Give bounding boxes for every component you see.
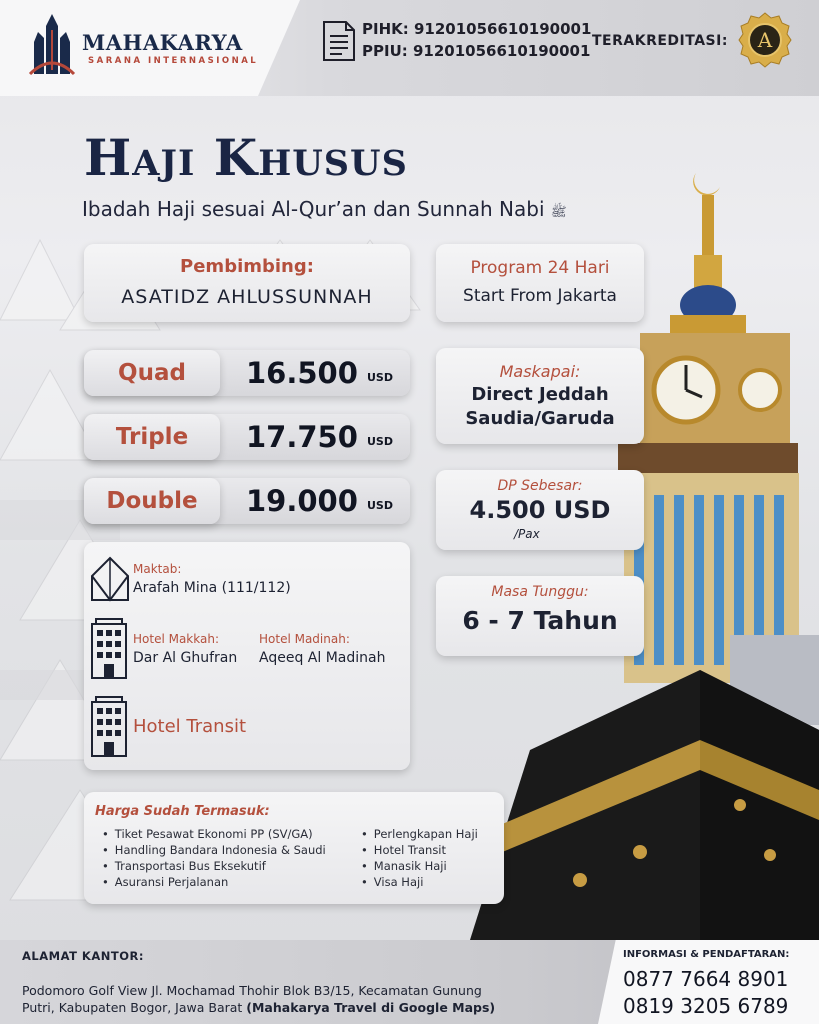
- program-card: [436, 244, 644, 322]
- price-amount: 19.000: [246, 484, 358, 518]
- price-amount: 17.750: [246, 420, 358, 454]
- hotel-building-icon: [90, 618, 128, 680]
- page-title: Haji Khusus: [84, 128, 408, 187]
- brand-subtitle: SARANA INTERNASIONAL: [88, 56, 259, 66]
- address-label: ALAMAT KANTOR:: [22, 949, 144, 963]
- ppiu-number: PPIU: 91201056610190001: [362, 42, 591, 60]
- waiting-label: Masa Tunggu:: [491, 584, 589, 600]
- subtitle-text: Ibadah Haji sesuai Al-Qur’an dan Sunnah Nabi: [82, 197, 545, 221]
- list-item: • Handling Bandara Indonesia & Saudi: [102, 842, 326, 858]
- kaaba-illustration: [470, 630, 819, 940]
- program-duration: Program 24 Hari: [470, 258, 610, 278]
- maktab-label: Maktab:: [133, 562, 182, 576]
- price-room-card: [84, 478, 220, 524]
- price-amount: 16.500: [246, 356, 358, 390]
- hotel-madinah-label: Hotel Madinah:: [259, 632, 350, 646]
- phone-number-2[interactable]: 0819 3205 6789: [623, 994, 789, 1018]
- price-room-card: [84, 350, 220, 396]
- document-icon: [322, 20, 356, 62]
- list-item: • Tiket Pesawat Ekonomi PP (SV/GA): [102, 826, 326, 842]
- address-text: Putri, Kabupaten Bogor, Jawa Barat: [22, 1000, 247, 1015]
- contact-label: INFORMASI & PENDAFTARAN:: [623, 949, 790, 960]
- accreditation-label: TERAKREDITASI:: [592, 33, 728, 49]
- included-card: [84, 792, 504, 904]
- list-item: • Transportasi Bus Eksekutif: [102, 858, 326, 874]
- maktab-value: Arafah Mina (111/112): [133, 580, 291, 596]
- dp-label: DP Sebesar:: [497, 478, 583, 494]
- mentor-card: [84, 244, 410, 322]
- hotel-madinah-value: Aqeeq Al Madinah: [259, 650, 386, 666]
- list-item: • Visa Haji: [361, 874, 478, 890]
- price-currency: USD: [367, 371, 393, 384]
- price-room-label: Quad: [118, 360, 186, 386]
- accreditation-badge-icon: [738, 12, 792, 68]
- list-item: • Perlengkapan Haji: [361, 826, 478, 842]
- mentor-label: Pembimbing:: [180, 256, 314, 277]
- hotel-transit-label: Hotel Transit: [133, 716, 247, 737]
- waiting-value: 6 - 7 Tahun: [462, 606, 618, 635]
- airline-line2: Saudia/Garuda: [465, 408, 615, 429]
- included-list-left: [102, 826, 326, 890]
- hotel-makkah-label: Hotel Makkah:: [133, 632, 219, 646]
- price-room-label: Double: [106, 488, 198, 514]
- included-title: Harga Sudah Termasuk:: [95, 804, 270, 819]
- program-start: Start From Jakarta: [463, 286, 617, 306]
- brand-name: MAHAKARYA: [82, 30, 243, 55]
- price-currency: USD: [367, 499, 393, 512]
- price-currency: USD: [367, 435, 393, 448]
- airline-line1: Direct Jeddah: [471, 384, 609, 405]
- airline-card: [436, 348, 644, 444]
- dp-card: [436, 470, 644, 550]
- address-line-1: Podomoro Golf View Jl. Mochamad Thohir Blok B3/15, Kecamatan Gunung: [22, 983, 482, 998]
- waiting-card: [436, 576, 644, 656]
- subtitle-honorific: ﷺ: [550, 205, 567, 220]
- accreditation-grade: A: [757, 28, 773, 52]
- mahakarya-logo-icon: [28, 12, 76, 82]
- price-room-card: [84, 414, 220, 460]
- price-room-label: Triple: [115, 424, 189, 450]
- list-item: • Manasik Haji: [361, 858, 478, 874]
- airline-label: Maskapai:: [499, 362, 581, 381]
- included-list-right: [361, 826, 478, 890]
- dp-value: 4.500 USD: [469, 496, 611, 524]
- address-line-2: [22, 1000, 495, 1015]
- phone-number-1[interactable]: 0877 7664 8901: [623, 967, 789, 991]
- hotel-transit-icon: [90, 696, 128, 758]
- pihk-number: PIHK: 91201056610190001: [362, 20, 592, 38]
- dp-unit: /Pax: [514, 527, 540, 541]
- maps-link[interactable]: (Mahakarya Travel di Google Maps): [246, 1000, 496, 1015]
- hotel-makkah-value: Dar Al Ghufran: [133, 650, 238, 666]
- mentor-value: ASATIDZ AHLUSSUNNAH: [121, 286, 373, 308]
- tent-icon: [90, 556, 130, 602]
- list-item: • Asuransi Perjalanan: [102, 874, 326, 890]
- list-item: • Hotel Transit: [361, 842, 478, 858]
- page-subtitle: [82, 197, 567, 223]
